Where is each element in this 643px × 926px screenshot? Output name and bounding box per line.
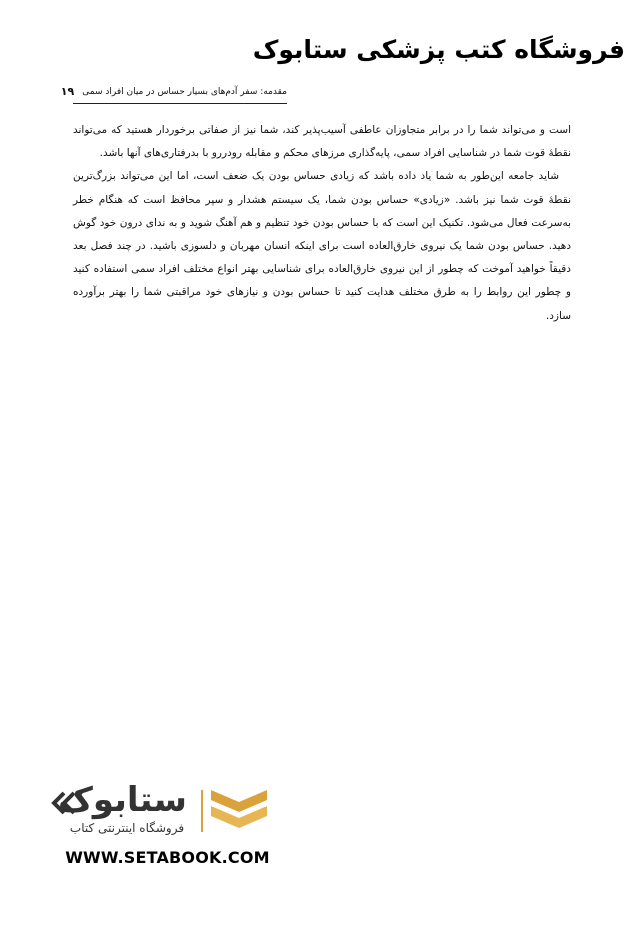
logo-tagline: فروشگاه اینترنتی کتاب [69, 821, 185, 835]
page-number: ۱۹ [60, 85, 75, 98]
paragraph-1: است و می‌تواند شما را در برابر متجاوزان عاطفی آسیب‌پذیر کند، شما نیز از صفاتی برخوردار هستید که می‌تواند نقطهٔ قوت شما در شناسایی افراد سمی، پایه‌گذاری مرزهای محکم و مقابله رودررو با بدرفتاری‌های آنها باشد. [73, 124, 571, 160]
website-url[interactable]: WWW.SETABOOK.COM [65, 848, 270, 867]
chevron-stack-icon [207, 786, 271, 836]
double-arrow-icon [50, 790, 76, 816]
logo-divider [201, 790, 203, 832]
store-title: فروشگاه کتب پزشکی ستابوک [252, 35, 625, 64]
logo-brand-text: ستابوک [58, 780, 187, 820]
paragraph-2: شاید جامعه این‌طور به شما یاد داده باشد که زیادی حساس بودن یک ضعف است، اما این می‌تواند بزرگ‌ترین نقطهٔ قوت شما نیز باشد. «زیادی» حساس بودن شما، یک سیستم هشدار و سپر محافظ است که هنگام خطر به‌سرعت فعال می‌شود. تکنیک این است که با حساس بودن خود تنظیم و هم آهنگ شوید و به ندای درون خود گوش دهید. حساس بودن شما یک نیروی خارق‌العاده است برای اینکه انسان مهربان و دلسوزی باشید. در چند فصل بعد دقیقاً خواهید آموخت که چطور از این نیروی خارق‌العاده برای شناسایی بهتر انواع مختلف افراد سمی استفاده کنید و چطور این روابط را به طرق مختلف هدایت کنید تا حساس بودن و نیازهای خود مراقبتی شما را بهتر برآورده سازد. [73, 170, 571, 322]
chapter-title: مقدمه: سفر آدم‌های بسیار حساس در میان افراد سمی [82, 87, 287, 97]
header-divider [73, 103, 287, 104]
body-text [73, 119, 571, 328]
running-header [60, 84, 287, 100]
